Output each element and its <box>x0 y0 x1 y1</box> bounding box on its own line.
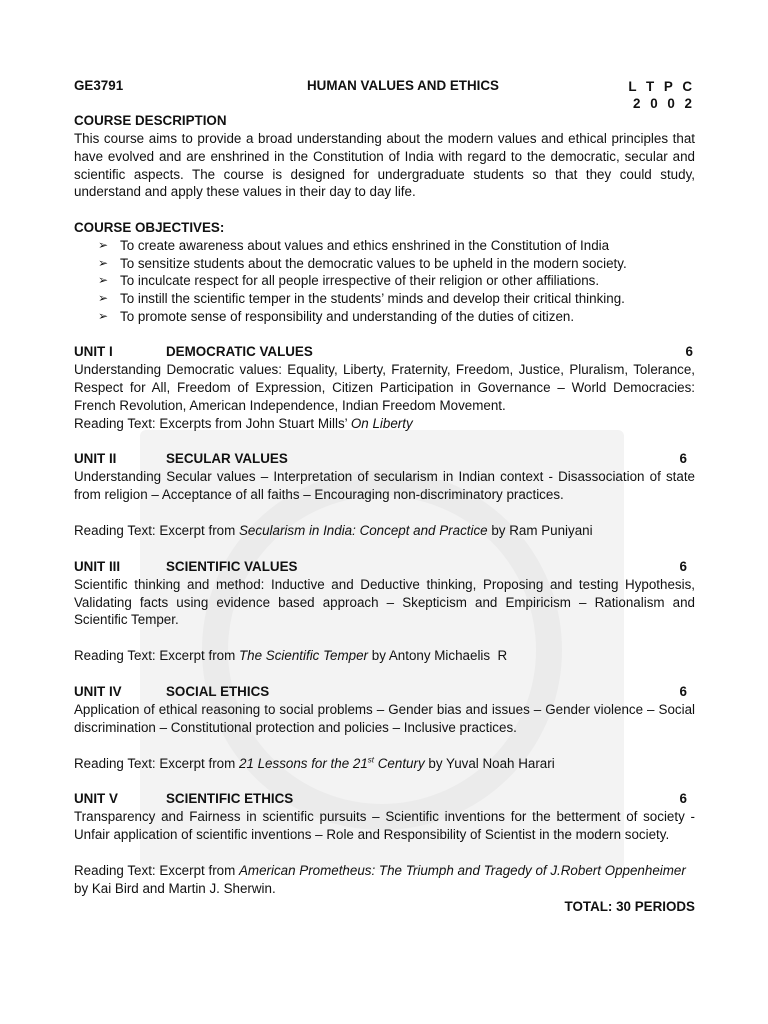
arrow-bullet-icon: ➢ <box>98 255 109 270</box>
total-periods: TOTAL: 30 PERIODS <box>564 898 695 914</box>
unit-2-reading: Reading Text: Excerpt from Secularism in India: Concept and Practice by Ram Puniyani <box>74 522 593 538</box>
course-description-heading: COURSE DESCRIPTION <box>74 113 227 128</box>
arrow-bullet-icon: ➢ <box>98 238 109 253</box>
unit-number: UNIT III <box>74 558 121 574</box>
unit-5-body: Transparency and Fairness in scientific pursuits – Scientific inventions for the betterment of society - Unfair application of scientific inventions – Role and Responsibility of Scientist in the modern society. <box>74 809 695 843</box>
unit-5-heading <box>74 790 695 808</box>
unit-hours: 6 <box>679 451 687 467</box>
course-code: GE3791 <box>74 78 124 93</box>
list-item: ➢ To sensitize students about the democratic values to be upheld in the modern society. <box>98 255 627 271</box>
unit-number: UNIT V <box>74 791 118 807</box>
ltpc-label: L T P C <box>628 79 695 94</box>
course-title: HUMAN VALUES AND ETHICS <box>307 78 499 93</box>
unit-hours: 6 <box>679 683 687 699</box>
unit-number: UNIT I <box>74 344 113 360</box>
unit-1-heading <box>74 343 695 361</box>
unit-number: UNIT II <box>74 451 117 467</box>
unit-hours: 6 <box>679 558 687 574</box>
unit-2-heading <box>74 450 695 468</box>
unit-3-reading: Reading Text: Excerpt from The Scientific Temper by Antony Michaelis R <box>74 648 508 664</box>
list-item: ➢ To promote sense of responsibility and understanding of the duties of citizen. <box>98 308 575 324</box>
course-description-text: This course aims to provide a broad understanding about the modern values and ethical principles that have evolved and are enshrined in the Constitution of India with regard to the democratic, secular and scientific aspects. The course is designed for undergraduate students so that they could study, understand and apply these values in their day to day life. <box>74 131 695 200</box>
unit-name: SOCIAL ETHICS <box>166 683 270 699</box>
list-item: ➢ To instill the scientific temper in the students’ minds and develop their critical thinking. <box>98 290 625 306</box>
list-item: ➢ To inculcate respect for all people irrespective of their religion or other affiliations. <box>98 273 600 289</box>
unit-name: SCIENTIFIC ETHICS <box>166 791 294 807</box>
unit-number: UNIT IV <box>74 683 122 699</box>
arrow-bullet-icon: ➢ <box>98 273 109 288</box>
list-item: ➢ To create awareness about values and ethics enshrined in the Constitution of India <box>98 238 610 254</box>
unit-3-heading <box>74 558 695 576</box>
unit-name: DEMOCRATIC VALUES <box>166 344 313 360</box>
syllabus-page <box>74 78 695 916</box>
unit-4-heading <box>74 683 695 701</box>
unit-2-body: Understanding Secular values – Interpretation of secularism in Indian context - Disassociation of state from religion – Acceptance of all faiths – Encouraging non-discriminatory practices. <box>74 469 695 503</box>
unit-5-reading: Reading Text: Excerpt from American Prometheus: The Triumph and Tragedy of J.Robert Oppenheimer by Kai Bird and Martin J. Sherwin. <box>74 862 686 896</box>
course-objectives-heading: COURSE OBJECTIVES: <box>74 220 225 236</box>
objectives-list <box>74 237 695 325</box>
unit-hours: 6 <box>685 344 693 360</box>
unit-name: SCIENTIFIC VALUES <box>166 558 298 574</box>
unit-name: SECULAR VALUES <box>166 451 288 467</box>
unit-4-reading: Reading Text: Excerpt from 21 Lessons for the 21st Century by Yuval Noah Harari <box>74 755 555 771</box>
unit-1-body: Understanding Democratic values: Equality, Liberty, Fraternity, Freedom, Justice, Pluralism, Tolerance, Respect for All, Freedom of Expression, Citizen Participation in Governance – World Democracies: French Revolution, American Independence, Indian Freedom Movement. <box>74 362 695 413</box>
unit-hours: 6 <box>679 791 687 807</box>
arrow-bullet-icon: ➢ <box>98 308 109 323</box>
course-header <box>74 78 695 112</box>
unit-4-body: Application of ethical reasoning to social problems – Gender bias and issues – Gender violence – Social discrimination – Constitutional protection and policies – Inclusive practices. <box>74 701 695 735</box>
ltpc-values: 2 0 0 2 <box>633 96 695 111</box>
unit-3-body: Scientific thinking and method: Inductive and Deductive thinking, Proposing and testing Hypothesis, Validating facts using evidence based approach – Skepticism and Empiricism – Rationalism and Scientific Temper. <box>74 576 695 628</box>
unit-1-reading: Reading Text: Excerpts from John Stuart Mills’ On Liberty <box>74 415 413 431</box>
arrow-bullet-icon: ➢ <box>98 290 109 305</box>
ltpc-block <box>628 78 695 112</box>
